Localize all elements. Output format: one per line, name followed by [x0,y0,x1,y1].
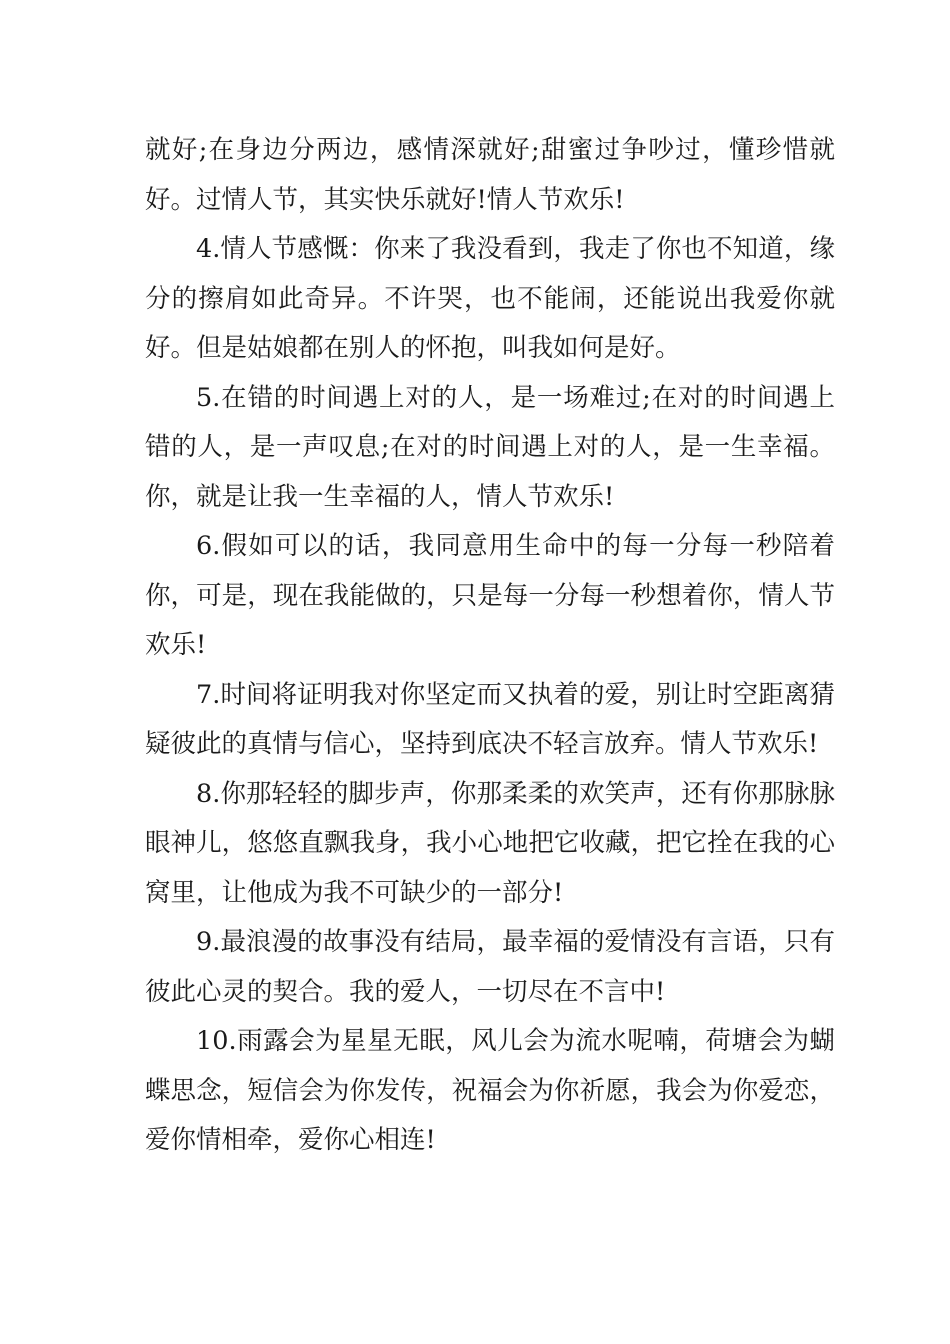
paragraph-continuation: 就好;在身边分两边，感情深就好;甜蜜过争吵过，懂珍惜就好。过情人节，其实快乐就好!情人节欢乐! [145,135,835,215]
paragraph-item-8: 8.你那轻轻的脚步声，你那柔柔的欢笑声，还有你那脉脉眼神儿，悠悠直飘我身，我小心地把它收藏，把它拴在我的心窝里，让他成为我不可缺少的一部分! [145,778,835,908]
paragraph-item-9: 9.最浪漫的故事没有结局，最幸福的爱情没有言语，只有彼此心灵的契合。我的爱人，一切尽在不言中! [145,927,835,1007]
paragraph-item-4: 4.情人节感慨：你来了我没看到，我走了你也不知道，缘分的擦肩如此奇异。不许哭，也不能闹，还能说出我爱你就好。但是姑娘都在别人的怀抱，叫我如何是好。 [145,234,835,363]
document-body [145,126,835,1166]
paragraph-item-7: 7.时间将证明我对你坚定而又执着的爱，别让时空距离猜疑彼此的真情与信心，坚持到底决不轻言放弃。情人节欢乐! [145,679,835,759]
paragraph-item-6: 6.假如可以的话，我同意用生命中的每一分每一秒陪着你，可是，现在我能做的，只是每一分每一秒想着你，情人节欢乐! [145,531,835,660]
paragraph-item-5: 5.在错的时间遇上对的人，是一场难过;在对的时间遇上错的人，是一声叹息;在对的时间遇上对的人，是一生幸福。你，就是让我一生幸福的人，情人节欢乐! [145,382,835,512]
paragraph-item-10: 10.雨露会为星星无眠，风儿会为流水呢喃，荷塘会为蝴蝶思念，短信会为你发传，祝福会为你祈愿，我会为你爱恋，爱你情相牵，爱你心相连! [145,1026,835,1155]
